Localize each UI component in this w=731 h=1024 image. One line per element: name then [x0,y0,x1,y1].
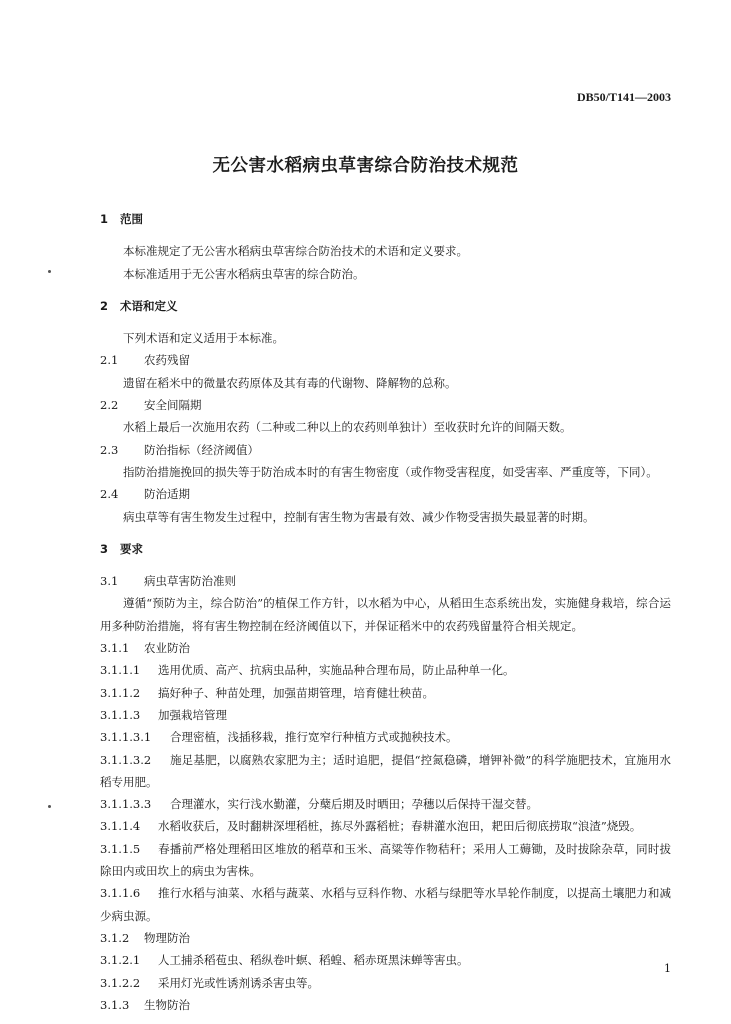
clause-title: 防治适期 [144,487,190,502]
clause-number: 3.1.1.3.3 [100,797,152,812]
clause-number: 3.1.1.3.2 [100,752,152,767]
clause-number: 2.2 [100,398,119,413]
document-code: DB50/T141—2003 [576,90,671,104]
section-title: 范围 [120,212,143,226]
clause-text: 人工捕杀稻苞虫、稻纵卷叶螟、稻蝗、稻赤斑黑沫蝉等害虫。 [158,953,469,968]
paragraph: 下列术语和定义适用于本标准。 [123,331,284,346]
section-number: 2 [100,298,109,313]
clause-heading [100,349,671,371]
clause-text: 施足基肥，以腐熟农家肥为主；适时追肥，提倡“控氮稳磷，增钾补微”的科学施肥技术，宜施用水稻专用肥。 [100,752,671,789]
section-number: 3 [100,541,109,556]
clause-text: 搞好种子、种苗处理，加强苗期管理，培育健壮秧苗。 [158,685,434,700]
clause [100,726,671,748]
clause [100,704,671,726]
clause-number: 3.1.2.2 [100,975,141,990]
clause-text: 选用优质、高产、抗病虫品种，实施品种合理布局，防止品种单一化。 [158,663,515,678]
clause [100,815,671,837]
clause [100,659,671,681]
paragraph: 水稻上最后一次施用农药（二种或二种以上的农药则单独计）至收获时允许的间隔天数。 [123,420,572,435]
paragraph: 遗留在稻米中的微量农药原体及其有毒的代谢物、降解物的总称。 [123,375,457,390]
clause-heading [100,994,671,1016]
clause-heading [100,570,671,592]
clause-number: 3.1 [100,574,119,589]
clause [100,949,671,971]
section-number: 1 [100,212,109,226]
section-title: 术语和定义 [120,298,178,313]
paragraph: 病虫草等有害生物发生过程中，控制有害生物为害最有效、减少作物受害损失最显著的时期。 [123,509,595,524]
clause-number: 3.1.2 [100,930,130,945]
clause-title: 农业防治 [144,641,190,656]
clause-number: 3.1.1.4 [100,819,141,834]
clause [100,749,671,794]
clause-heading [100,394,671,416]
clause-number: 2.1 [100,353,119,368]
paragraph: 指防治措施挽回的损失等于防治成本时的有害生物密度（或作物受害程度，如受害率、严重度等，下同）。 [123,464,658,479]
paragraph: 本标准规定了无公害水稻病虫草害综合防治技术的术语和定义要求。 [123,244,468,259]
clause-title: 防治指标（经济阈值） [144,442,259,457]
clause-text: 合理灌水，实行浅水勤灌，分蘖后期及时晒田；孕穗以后保持干湿交替。 [170,797,538,812]
clause [100,838,671,883]
clause-title: 生物防治 [144,997,190,1012]
section-1-heading [100,208,671,230]
document-title: 无公害水稻病虫草害综合防治技术规范 [212,156,519,176]
clause-heading [100,439,671,461]
clause-number: 2.4 [100,487,119,502]
clause-heading [100,483,671,505]
scan-speck [48,805,51,808]
clause [100,682,671,704]
clause-text: 春播前严格处理稻田区堆放的稻草和玉米、高粱等作物秸秆；采用人工薅锄，及时拔除杂草，同时拔除田内或田坎上的病虫为害株。 [100,841,671,879]
clause-text: 推行水稻与油菜、水稻与蔬菜、水稻与豆科作物、水稻与绿肥等水旱轮作制度，以提高土壤肥力和减少病虫源。 [100,886,671,923]
section-3-heading [100,538,671,560]
scan-speck [48,270,51,273]
document-body [100,208,671,1016]
clause-text: 采用灯光或性诱剂诱杀害虫等。 [158,975,319,990]
clause-heading [100,927,671,949]
clause-heading [100,637,671,659]
clause [100,793,671,815]
page-number: 1 [664,962,671,975]
section-title: 要求 [120,541,143,556]
clause-number: 2.3 [100,442,119,457]
clause-number: 3.1.1.1 [100,663,141,678]
clause-title: 病虫草害防治准则 [144,574,236,589]
clause-number: 3.1.1.5 [100,841,141,856]
clause-number: 3.1.3 [100,997,130,1012]
clause-number: 3.1.2.1 [100,953,141,968]
clause-text: 合理密植，浅插移栽，推行宽窄行种植方式或抛秧技术。 [170,730,458,745]
section-2-heading [100,295,671,317]
clause-title: 安全间隔期 [144,398,202,413]
clause-title: 农药残留 [144,353,190,368]
paragraph: 本标准适用于无公害水稻病虫草害的综合防治。 [123,266,365,281]
clause-number: 3.1.1.2 [100,685,141,700]
clause-number: 3.1.1.6 [100,886,141,901]
clause-number: 3.1.1.3.1 [100,730,152,745]
clause-text: 水稻收获后，及时翻耕深埋稻桩，拣尽外露稻桩；春耕灌水泡田，耙田后彻底捞取“浪渣”烧毁。 [158,819,642,834]
clause-title: 物理防治 [144,930,190,945]
clause-title: 加强栽培管理 [158,707,227,722]
clause-number: 3.1.1 [100,641,130,656]
paragraph: 遵循“预防为主，综合防治”的植保工作方针，以水稻为中心，从稻田生态系统出发，实施健身栽培，综合运用多种防治措施，将有害生物控制在经济阈值以下，并保证稻米中的农药残留量符合相关规定。 [100,596,671,633]
clause [100,972,671,994]
clause-number: 3.1.1.3 [100,707,141,722]
clause [100,882,671,927]
